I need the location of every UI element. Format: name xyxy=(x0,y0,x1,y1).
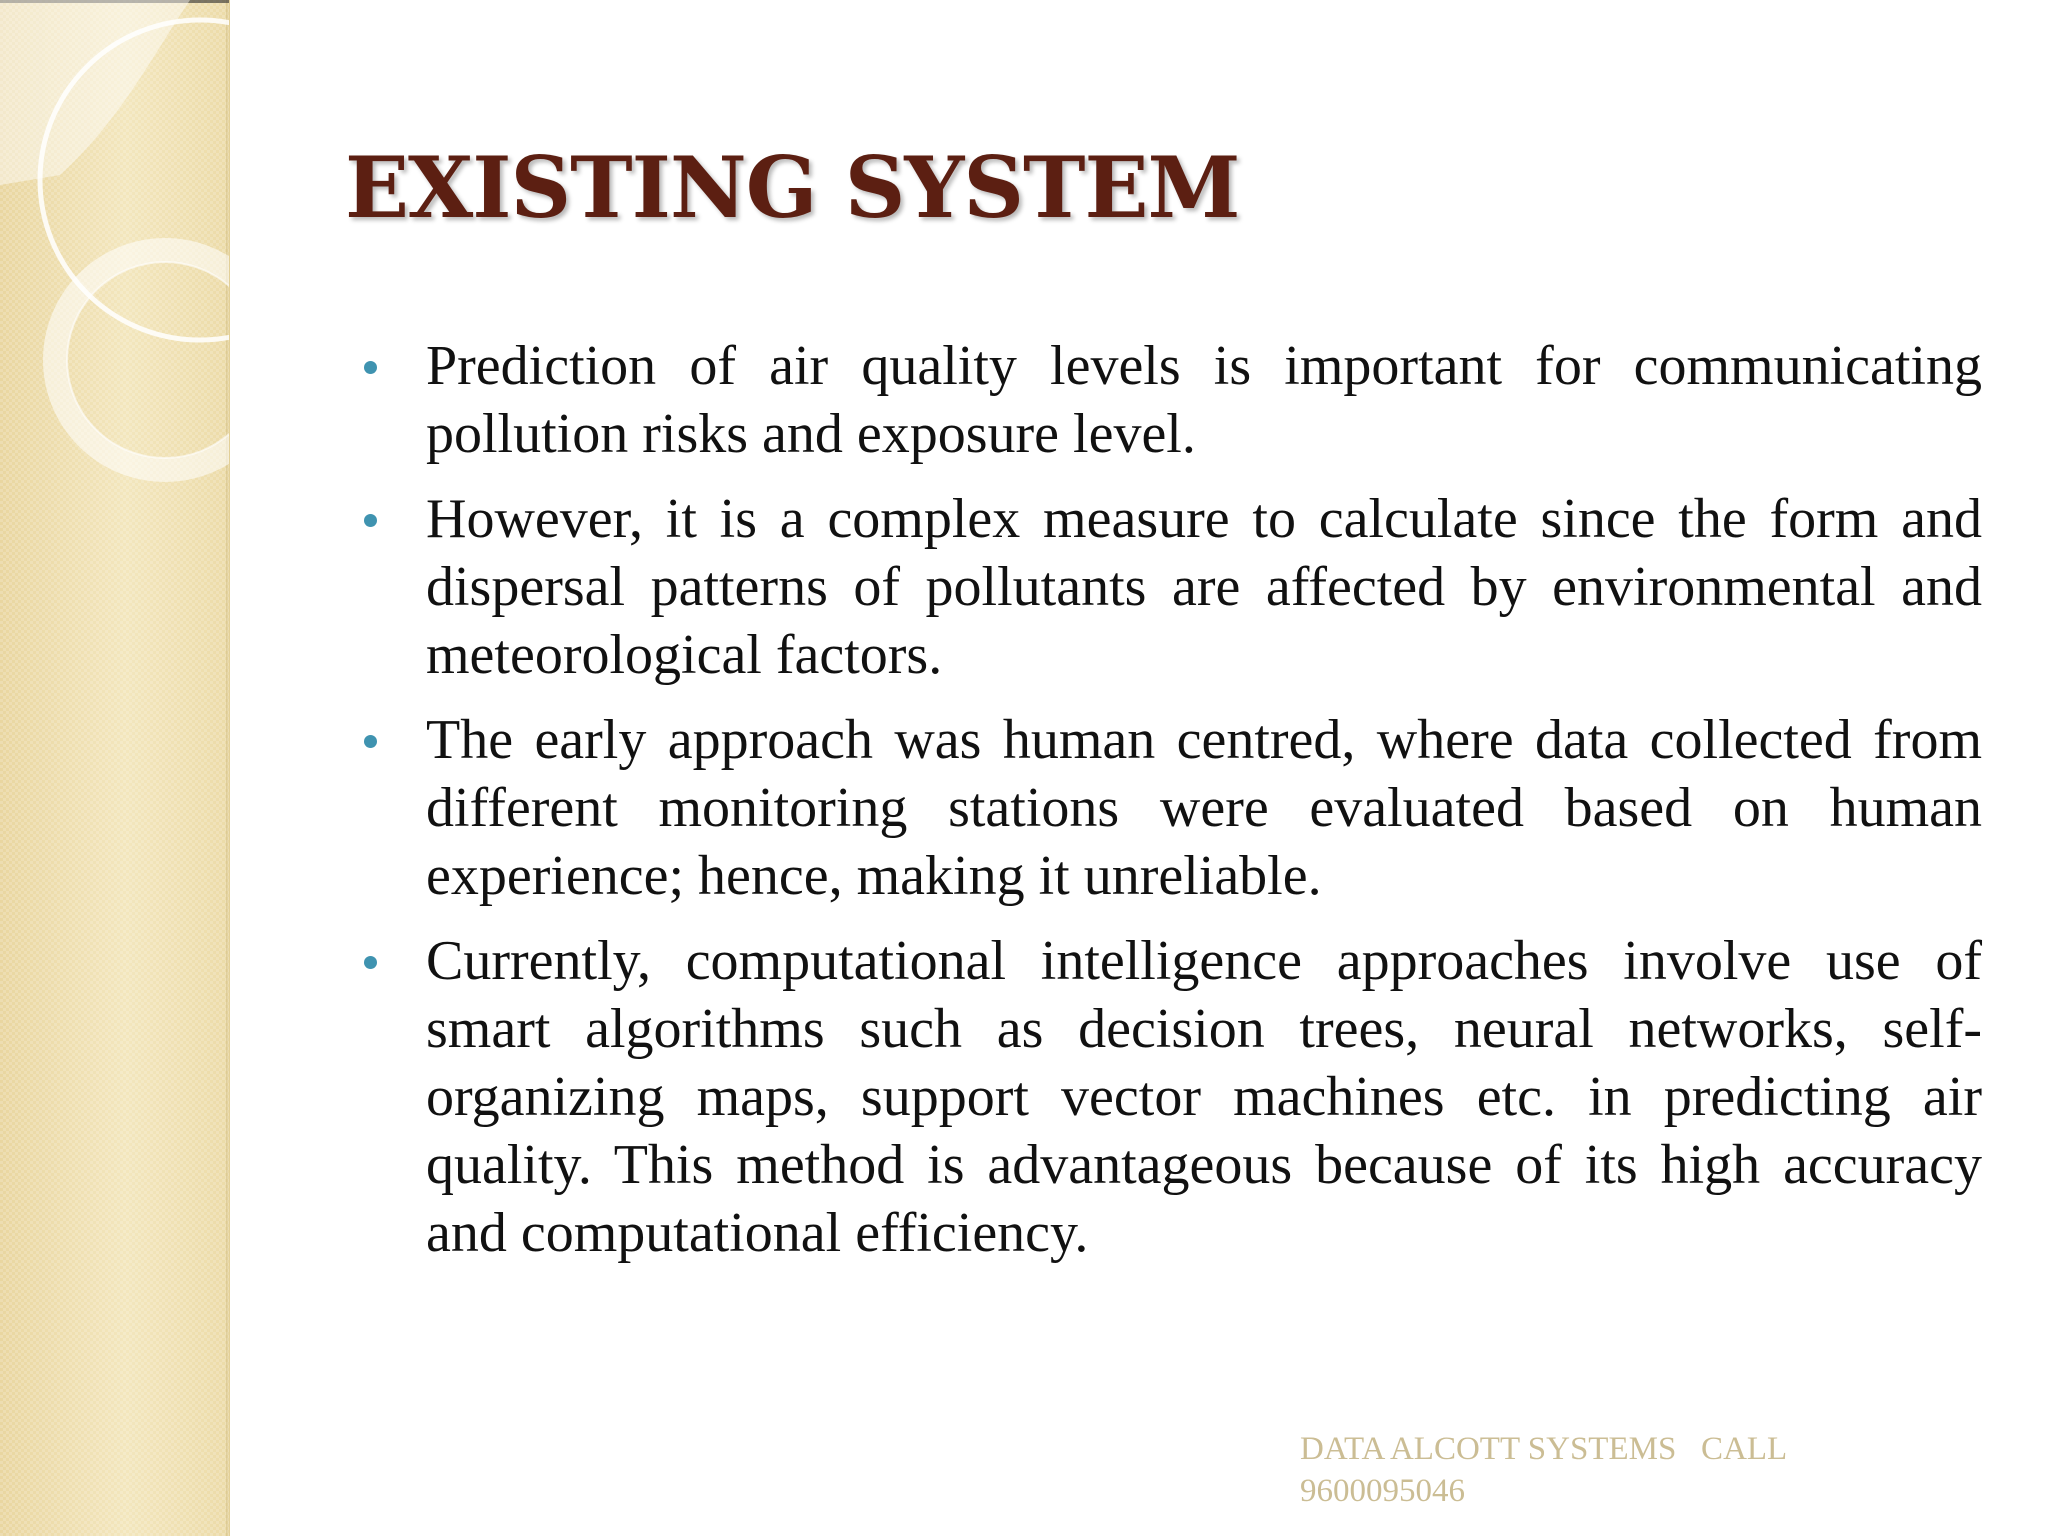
bullet-item xyxy=(362,706,1982,910)
slide-title: EXISTING SYSTEM xyxy=(345,138,1240,237)
footer-phone-line: 9600095046 xyxy=(1300,1473,1465,1509)
decorative-rings-graphic xyxy=(0,0,229,520)
ring-highlight-shape xyxy=(0,0,190,185)
bullet-marker-icon xyxy=(364,514,377,527)
small-ring xyxy=(55,250,229,470)
bullet-item xyxy=(362,485,1982,689)
bullet-text: The early approach was human centred, where data collected from different monitoring stations were evaluated based on human experience; hence, making it unreliable. xyxy=(426,709,1982,907)
bullet-list xyxy=(362,332,1982,1284)
bullet-item xyxy=(362,927,1982,1267)
footer-contact xyxy=(1300,1428,1860,1512)
bullet-marker-icon xyxy=(364,361,377,374)
bullet-text: Currently, computational intelligence approaches involve use of smart algorithms such as decision trees, neural networks, self-organizing maps, support vector machines etc. in predicting air quality. This method is advantageous because of its high accuracy and computational efficiency. xyxy=(426,930,1982,1264)
footer-company-line: DATA ALCOTT SYSTEMS CALL xyxy=(1300,1431,1788,1467)
bullet-item xyxy=(362,332,1982,468)
bullet-text: However, it is a complex measure to calculate since the form and dispersal patterns of pollutants are affected by environmental and meteorological factors. xyxy=(426,488,1982,686)
bullet-marker-icon xyxy=(364,956,377,969)
bullet-marker-icon xyxy=(364,735,377,748)
bullet-text: Prediction of air quality levels is important for communicating pollution risks and exposure level. xyxy=(426,335,1982,465)
